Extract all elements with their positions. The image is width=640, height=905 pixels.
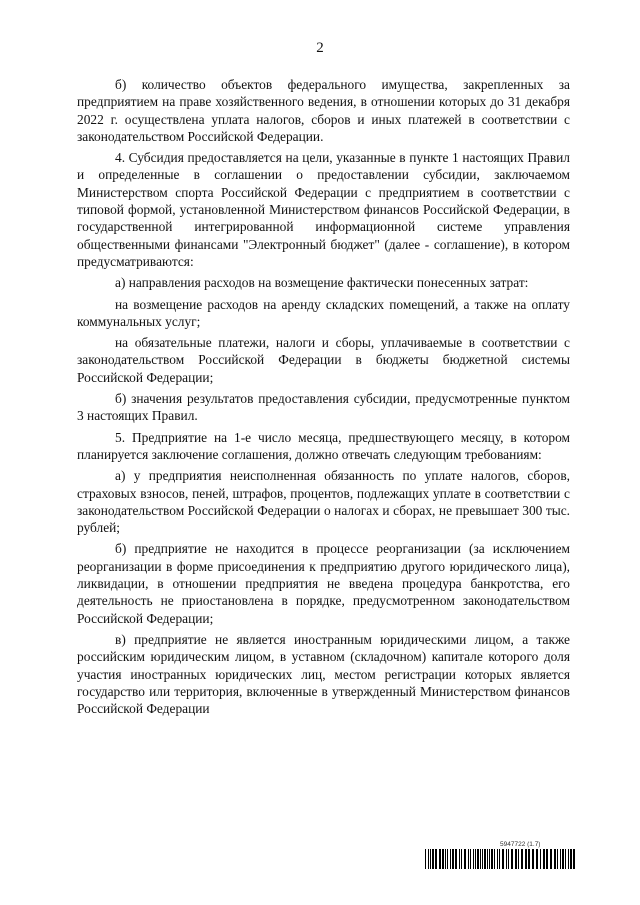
paragraph-4a: а) направления расходов на возмещение фактически понесенных затрат:: [115, 275, 529, 291]
barcode-bar: [447, 849, 448, 869]
barcode-bar: [489, 849, 490, 869]
barcode-bar: [432, 849, 434, 869]
barcode-bar: [482, 849, 483, 869]
barcode-bar: [568, 849, 569, 869]
barcode-bar: [487, 849, 488, 869]
barcode-bar: [573, 849, 575, 869]
barcode-bar: [439, 849, 441, 869]
barcode-bar: [445, 849, 446, 869]
barcode-bar: [480, 849, 481, 869]
barcode-bar: [521, 849, 523, 869]
barcode-bar: [475, 849, 476, 869]
barcode-bar: [497, 849, 498, 869]
barcode-bar: [464, 849, 466, 869]
barcode-bar: [491, 849, 493, 869]
barcode-bar: [484, 849, 486, 869]
paragraph-4a-item-rent: на возмещение расходов на аренду складских помещений, а также на оплату коммунальных услуг;: [77, 296, 570, 329]
barcode-bar: [562, 849, 564, 869]
barcode-bar: [499, 849, 500, 869]
barcode-bar: [468, 849, 469, 869]
barcode-bar: [430, 849, 431, 869]
paragraph-5: 5. Предприятие на 1-е число месяца, предшествующего месяцу, в котором планируется заключение соглашения, должно отвечать следующим требованиям:: [77, 429, 570, 462]
barcode-bar: [506, 849, 507, 869]
barcode-bar: [554, 849, 556, 869]
barcode-bar: [428, 849, 429, 869]
barcode-bar: [560, 849, 561, 869]
barcode-bar: [508, 849, 509, 869]
barcode-bar: [565, 849, 566, 869]
barcode-bar: [543, 849, 545, 869]
barcode-bar: [550, 849, 552, 869]
paragraph-5a: а) у предприятия неисполненная обязанность по уплате налогов, сборов, страховых взносов, пеней, штрафов, процентов, подлежащих уплате в соответствии с законодательством Российской Федерации о налогах и сборах, не превышает 300 тыс. рублей;: [77, 468, 570, 536]
barcode-bar: [532, 849, 534, 869]
barcode-bar: [452, 849, 454, 869]
paragraph-4a-item-taxes: на обязательные платежи, налоги и сборы, уплачиваемые в соответствии с законодательством Российской Федерации в бюджеты бюджетной системы Российской Федерации;: [77, 335, 570, 385]
barcode-bar: [461, 849, 462, 869]
paragraph-2b: б) количество объектов федерального имущества, закрепленных за предприятием на праве хозяйственного ведения, в отношении которых до 31 декабря 2022 г. осуществлена уплата налогов, сборов и иных платежей в соответствии с законодательством Российской Федерации.: [77, 77, 570, 144]
document-body: [77, 76, 570, 721]
barcode-bar: [470, 849, 471, 869]
paragraph-4b: б) значения результатов предоставления субсидии, предусмотренные пунктом 3 настоящих Правил.: [77, 391, 570, 424]
barcode-bar: [459, 849, 460, 869]
page-number: 2: [316, 40, 324, 56]
barcode-bar: [442, 849, 444, 869]
barcode-bar: [473, 849, 474, 869]
barcode-bar: [525, 849, 527, 869]
barcode-bar: [515, 849, 517, 869]
barcode: [425, 849, 577, 869]
barcode-bar: [435, 849, 437, 869]
barcode-bar: [528, 849, 530, 869]
barcode-bar: [502, 849, 504, 869]
barcode-bar: [494, 849, 495, 869]
barcode-bar: [546, 849, 548, 869]
barcode-bar: [477, 849, 479, 869]
barcode-bar: [450, 849, 451, 869]
paragraph-4: 4. Субсидия предоставляется на цели, указанные в пункте 1 настоящих Правил и определенные в соглашении о предоставлении субсидии, заключаемом Министерством спорта Российской Федерации с предприятием в соответствии с типовой формой, установленной Министерством финансов Российской Федерации, в государственной интегрированной информационной системе управления общественными финансами "Электронный бюджет" (далее - соглашение), в котором предусматриваются:: [77, 150, 570, 269]
document-code: 5947722 (1.7): [500, 841, 541, 848]
barcode-bar: [570, 849, 572, 869]
barcode-bar: [536, 849, 538, 869]
barcode-bar: [540, 849, 541, 869]
barcode-bar: [518, 849, 519, 869]
paragraph-5v: в) предприятие не является иностранным юридическими лицом, а также российским юридическим лицом, в уставном (складочном) капитале которого доля участия иностранных юридических лиц, местом регистрации которых является государство или территория, включенные в утвержденный Министерством финансов Российской Федерации: [77, 631, 570, 717]
barcode-bar: [425, 849, 426, 869]
barcode-bar: [557, 849, 558, 869]
paragraph-5b: б) предприятие не находится в процессе реорганизации (за исключением реорганизации в форме присоединения к предприятию другого юридического лица), ликвидации, в отношении предприятия не введена процедура банкротства, его деятельность не приостановлена в порядке, предусмотренном законодательством Российской Федерации;: [77, 541, 570, 626]
barcode-bar: [455, 849, 457, 869]
barcode-bar: [511, 849, 513, 869]
